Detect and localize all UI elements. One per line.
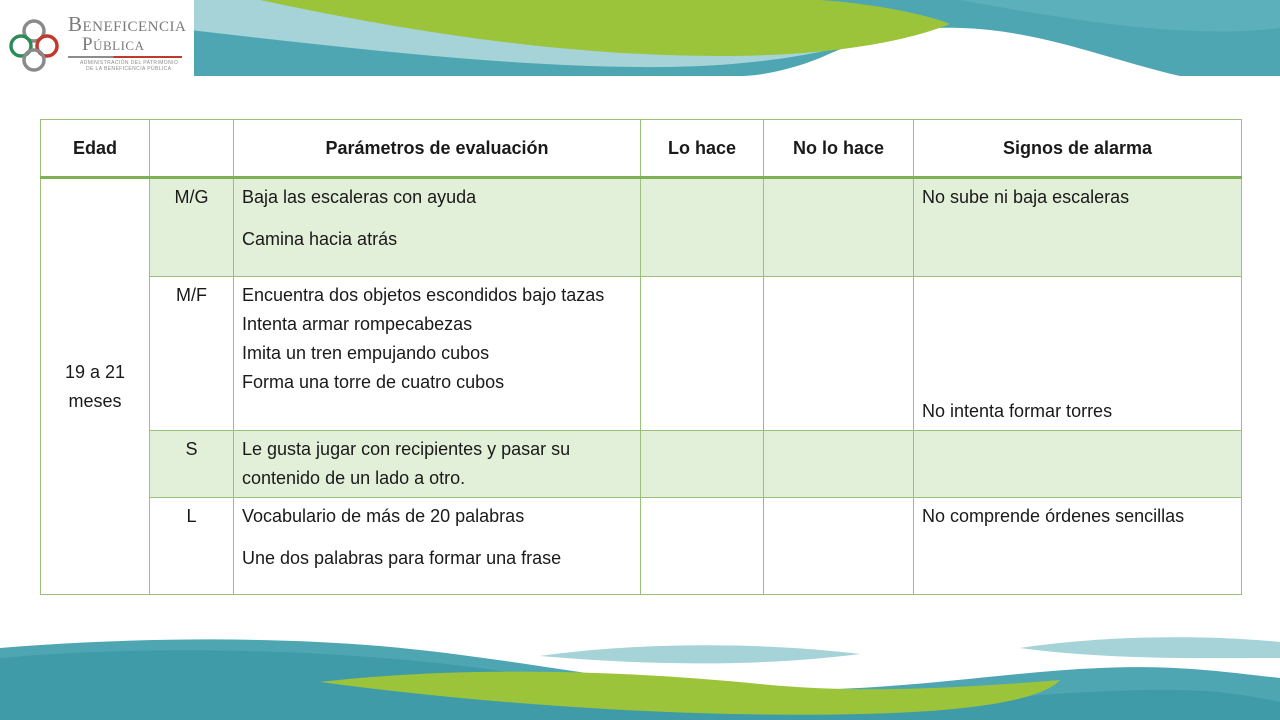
param-item: Forma una torre de cuatro cubos [242, 372, 505, 392]
category-cell: M/F [150, 277, 234, 431]
no-lo-hace-cell[interactable] [764, 431, 914, 498]
evaluation-table [40, 119, 1242, 595]
table-row [41, 277, 1242, 431]
param-item: Intenta armar rompecabezas [242, 314, 473, 334]
param-item: Une dos palabras para formar una frase [242, 548, 562, 568]
brand-subtitle-line1: ADMINISTRACIÓN DEL PATRIMONIO [80, 60, 179, 66]
header-signos-alarma: Signos de alarma [914, 120, 1242, 178]
brand-divider [68, 56, 182, 58]
params-cell [234, 498, 641, 595]
header-no-lo-hace: No lo hace [764, 120, 914, 178]
table-row [41, 178, 1242, 277]
category-cell: S [150, 431, 234, 498]
logo [0, 0, 194, 76]
no-lo-hace-cell[interactable] [764, 277, 914, 431]
category-cell: M/G [150, 178, 234, 277]
lo-hace-cell[interactable] [641, 498, 764, 595]
beneficencia-logo-mark [6, 16, 62, 72]
table-row [41, 498, 1242, 595]
param-item: Imita un tren empujando cubos [242, 343, 490, 363]
params-cell [234, 277, 641, 431]
table-header-row [41, 120, 1242, 178]
lo-hace-cell[interactable] [641, 178, 764, 277]
param-item: Le gusta jugar con recipientes y pasar su contenido de un lado a otro. [242, 439, 571, 488]
no-lo-hace-cell[interactable] [764, 178, 914, 277]
lo-hace-cell[interactable] [641, 277, 764, 431]
param-item: Baja las escaleras con ayuda [242, 187, 477, 207]
alarm-cell: No comprende órdenes sencillas [914, 498, 1242, 595]
no-lo-hace-cell[interactable] [764, 498, 914, 595]
table-row [41, 431, 1242, 498]
category-cell: L [150, 498, 234, 595]
header-parametros: Parámetros de evaluación [234, 120, 641, 178]
alarm-cell: No sube ni baja escaleras [914, 178, 1242, 277]
age-group-cell: 19 a 21 meses [41, 178, 150, 595]
lo-hace-cell[interactable] [641, 431, 764, 498]
alarm-cell [914, 431, 1242, 498]
param-item: Encuentra dos objetos escondidos bajo tazas [242, 285, 605, 305]
params-cell [234, 431, 641, 498]
param-item: Camina hacia atrás [242, 229, 398, 249]
brand-name-line2: Pública [82, 34, 145, 55]
alarm-cell: No intenta formar torres [914, 277, 1242, 431]
header-category [150, 120, 234, 178]
brand-name-line1: Beneficencia [68, 12, 187, 36]
bottom-decorative-banner [0, 628, 1280, 720]
header-edad: Edad [41, 120, 150, 178]
params-cell [234, 178, 641, 277]
header-lo-hace: Lo hace [641, 120, 764, 178]
param-item: Vocabulario de más de 20 palabras [242, 506, 525, 526]
brand-subtitle-line2: DE LA BENEFICENCIA PÚBLICA [86, 66, 172, 72]
